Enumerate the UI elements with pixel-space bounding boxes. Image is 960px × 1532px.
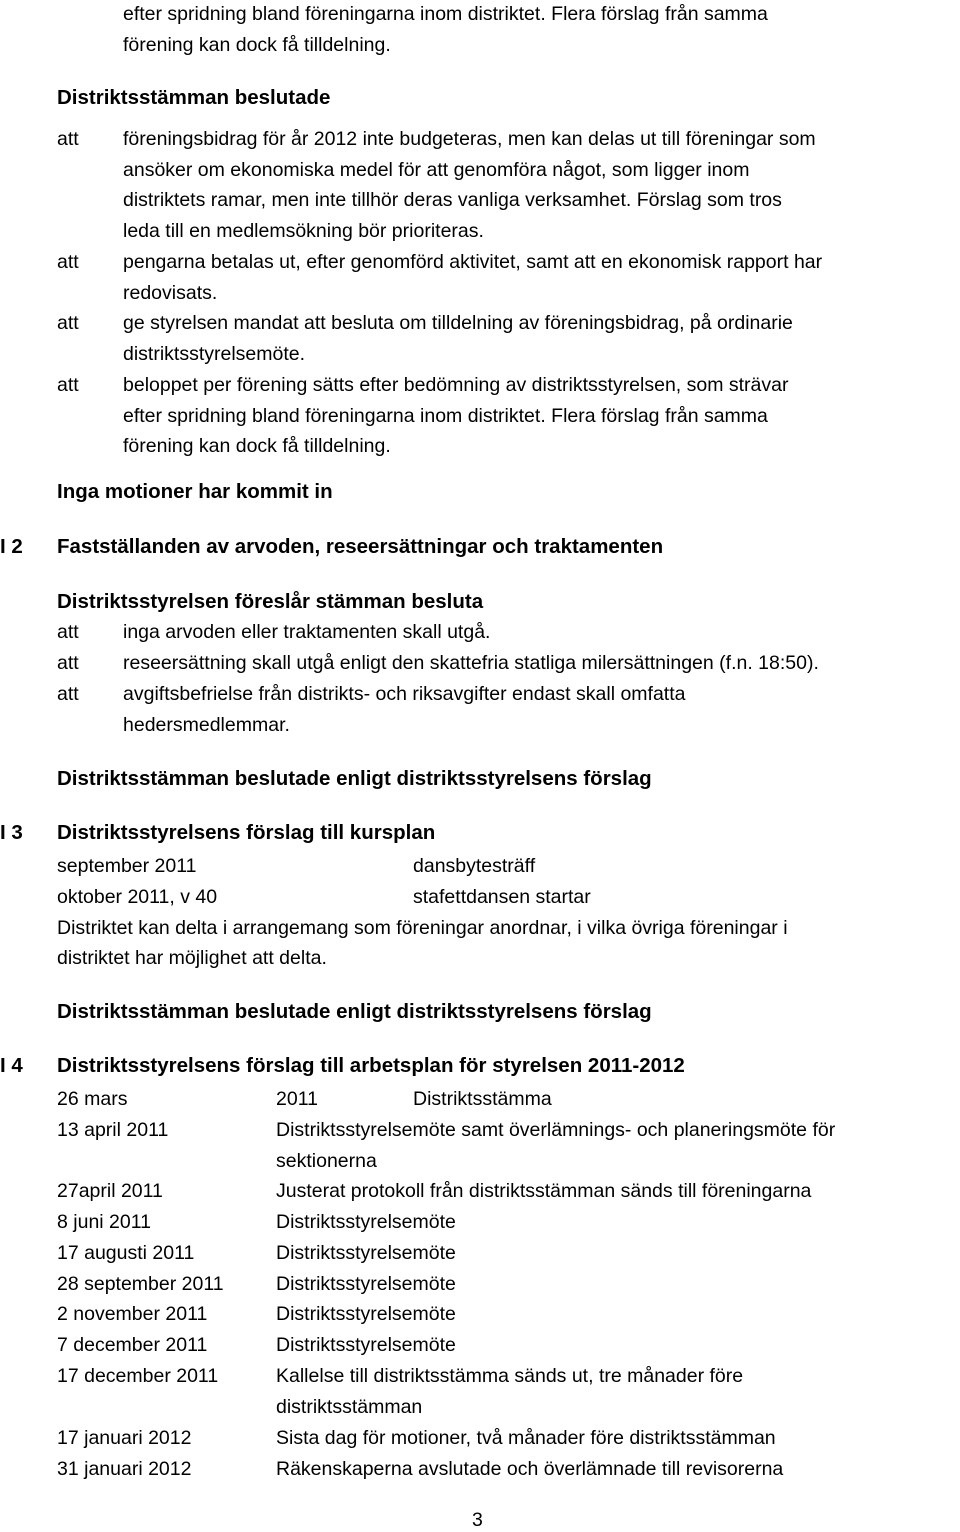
plan-date: 7 december 2011 — [57, 1334, 208, 1356]
schedule-date: oktober 2011, v 40 — [57, 886, 218, 908]
att-marker: att — [57, 683, 79, 705]
item-line: pengarna betalas ut, efter genomförd aktivitet, samt att en ekonomisk rapport har — [123, 251, 823, 273]
section-title: Distriktsstyrelsens förslag till kursplan — [57, 821, 436, 844]
item-line: distriktsstyrelsemöte. — [123, 343, 306, 365]
plan-event: Distriktsstyrelsemöte samt överlämnings- och planeringsmöte för — [276, 1119, 836, 1141]
note-line: Distriktet kan delta i arrangemang som föreningar anordnar, i vilka övriga föreningar i — [57, 917, 788, 939]
att-marker: att — [57, 312, 79, 334]
att-marker: att — [57, 652, 79, 674]
item-line: distriktets ramar, men inte tillhör deras vanliga verksamhet. Förslag som tros — [123, 189, 782, 211]
note-line: distriktet har möjlighet att delta. — [57, 947, 327, 969]
section-number: I 2 — [0, 535, 23, 558]
item-line: inga arvoden eller traktamenten skall utgå. — [123, 621, 491, 643]
plan-date: 26 mars — [57, 1088, 128, 1110]
plan-event: Kallelse till distriktsstämma sänds ut, tre månader före — [276, 1365, 744, 1387]
item-line: hedersmedlemmar. — [123, 714, 290, 736]
plan-event: Sista dag för motioner, två månader före distriktsstämman — [276, 1427, 776, 1449]
plan-date: 31 januari 2012 — [57, 1458, 192, 1480]
item-line: avgiftsbefrielse från distrikts- och riksavgifter endast skall omfatta — [123, 683, 686, 705]
item-line: ansöker om ekonomiska medel för att genomföra något, som ligger inom — [123, 159, 750, 181]
att-marker: att — [57, 374, 79, 396]
item-line: föreningsbidrag för år 2012 inte budgeteras, men kan delas ut till föreningar som — [123, 128, 816, 150]
schedule-date: september 2011 — [57, 855, 197, 877]
plan-event: Distriktsstyrelsemöte — [276, 1334, 456, 1356]
item-line: leda till en medlemsökning bör prioriteras. — [123, 220, 484, 242]
decision-heading: Distriktsstämman beslutade enligt distriktsstyrelsens förslag — [57, 1000, 652, 1023]
plan-date: 2 november 2011 — [57, 1303, 208, 1325]
plan-date: 28 september 2011 — [57, 1273, 224, 1295]
item-line: ge styrelsen mandat att besluta om tilldelning av föreningsbidrag, på ordinarie — [123, 312, 793, 334]
proposal-heading: Distriktsstyrelsen föreslår stämman besluta — [57, 590, 484, 613]
plan-event: Distriktsstyrelsemöte — [276, 1242, 456, 1264]
plan-event: Räkenskaperna avslutade och överlämnade till revisorerna — [276, 1458, 784, 1480]
continuation-line: förening kan dock få tilldelning. — [123, 34, 391, 56]
plan-date: 17 augusti 2011 — [57, 1242, 195, 1264]
plan-event-cont: distriktsstämman — [276, 1396, 423, 1418]
plan-event-cont: sektionerna — [276, 1150, 377, 1172]
att-marker: att — [57, 128, 79, 150]
decision-heading: Distriktsstämman beslutade enligt distriktsstyrelsens förslag — [57, 767, 652, 790]
no-motions-heading: Inga motioner har kommit in — [57, 480, 333, 503]
att-marker: att — [57, 251, 79, 273]
plan-event: Distriktsstämma — [413, 1088, 552, 1110]
decision-heading: Distriktsstämman beslutade — [57, 86, 331, 109]
item-line: redovisats. — [123, 282, 218, 304]
plan-date: 17 januari 2012 — [57, 1427, 192, 1449]
page-number: 3 — [472, 1509, 483, 1531]
schedule-event: stafettdansen startar — [413, 886, 591, 908]
plan-event: Distriktsstyrelsemöte — [276, 1211, 456, 1233]
att-marker: att — [57, 621, 79, 643]
item-line: efter spridning bland föreningarna inom distriktet. Flera förslag från samma — [123, 405, 768, 427]
section-number: I 4 — [0, 1054, 23, 1077]
item-line: förening kan dock få tilldelning. — [123, 435, 391, 457]
section-number: I 3 — [0, 821, 23, 844]
item-line: beloppet per förening sätts efter bedömning av distriktsstyrelsen, som strävar — [123, 374, 789, 396]
plan-date: 27april 2011 — [57, 1180, 163, 1202]
plan-date: 17 december 2011 — [57, 1365, 219, 1387]
item-line: reseersättning skall utgå enligt den skattefria statliga milersättningen (f.n. 18:50). — [123, 652, 819, 674]
section-title: Fastställanden av arvoden, reseersättningar och traktamenten — [57, 535, 664, 558]
plan-date: 13 april 2011 — [57, 1119, 169, 1141]
continuation-line: efter spridning bland föreningarna inom distriktet. Flera förslag från samma — [123, 3, 768, 25]
section-title: Distriktsstyrelsens förslag till arbetsplan för styrelsen 2011-2012 — [57, 1054, 685, 1077]
plan-event: Justerat protokoll från distriktsstämman sänds till föreningarna — [276, 1180, 812, 1202]
plan-event: Distriktsstyrelsemöte — [276, 1273, 456, 1295]
plan-date: 8 juni 2011 — [57, 1211, 151, 1233]
schedule-event: dansbytesträff — [413, 855, 536, 877]
plan-event: Distriktsstyrelsemöte — [276, 1303, 456, 1325]
plan-year: 2011 — [276, 1088, 318, 1110]
